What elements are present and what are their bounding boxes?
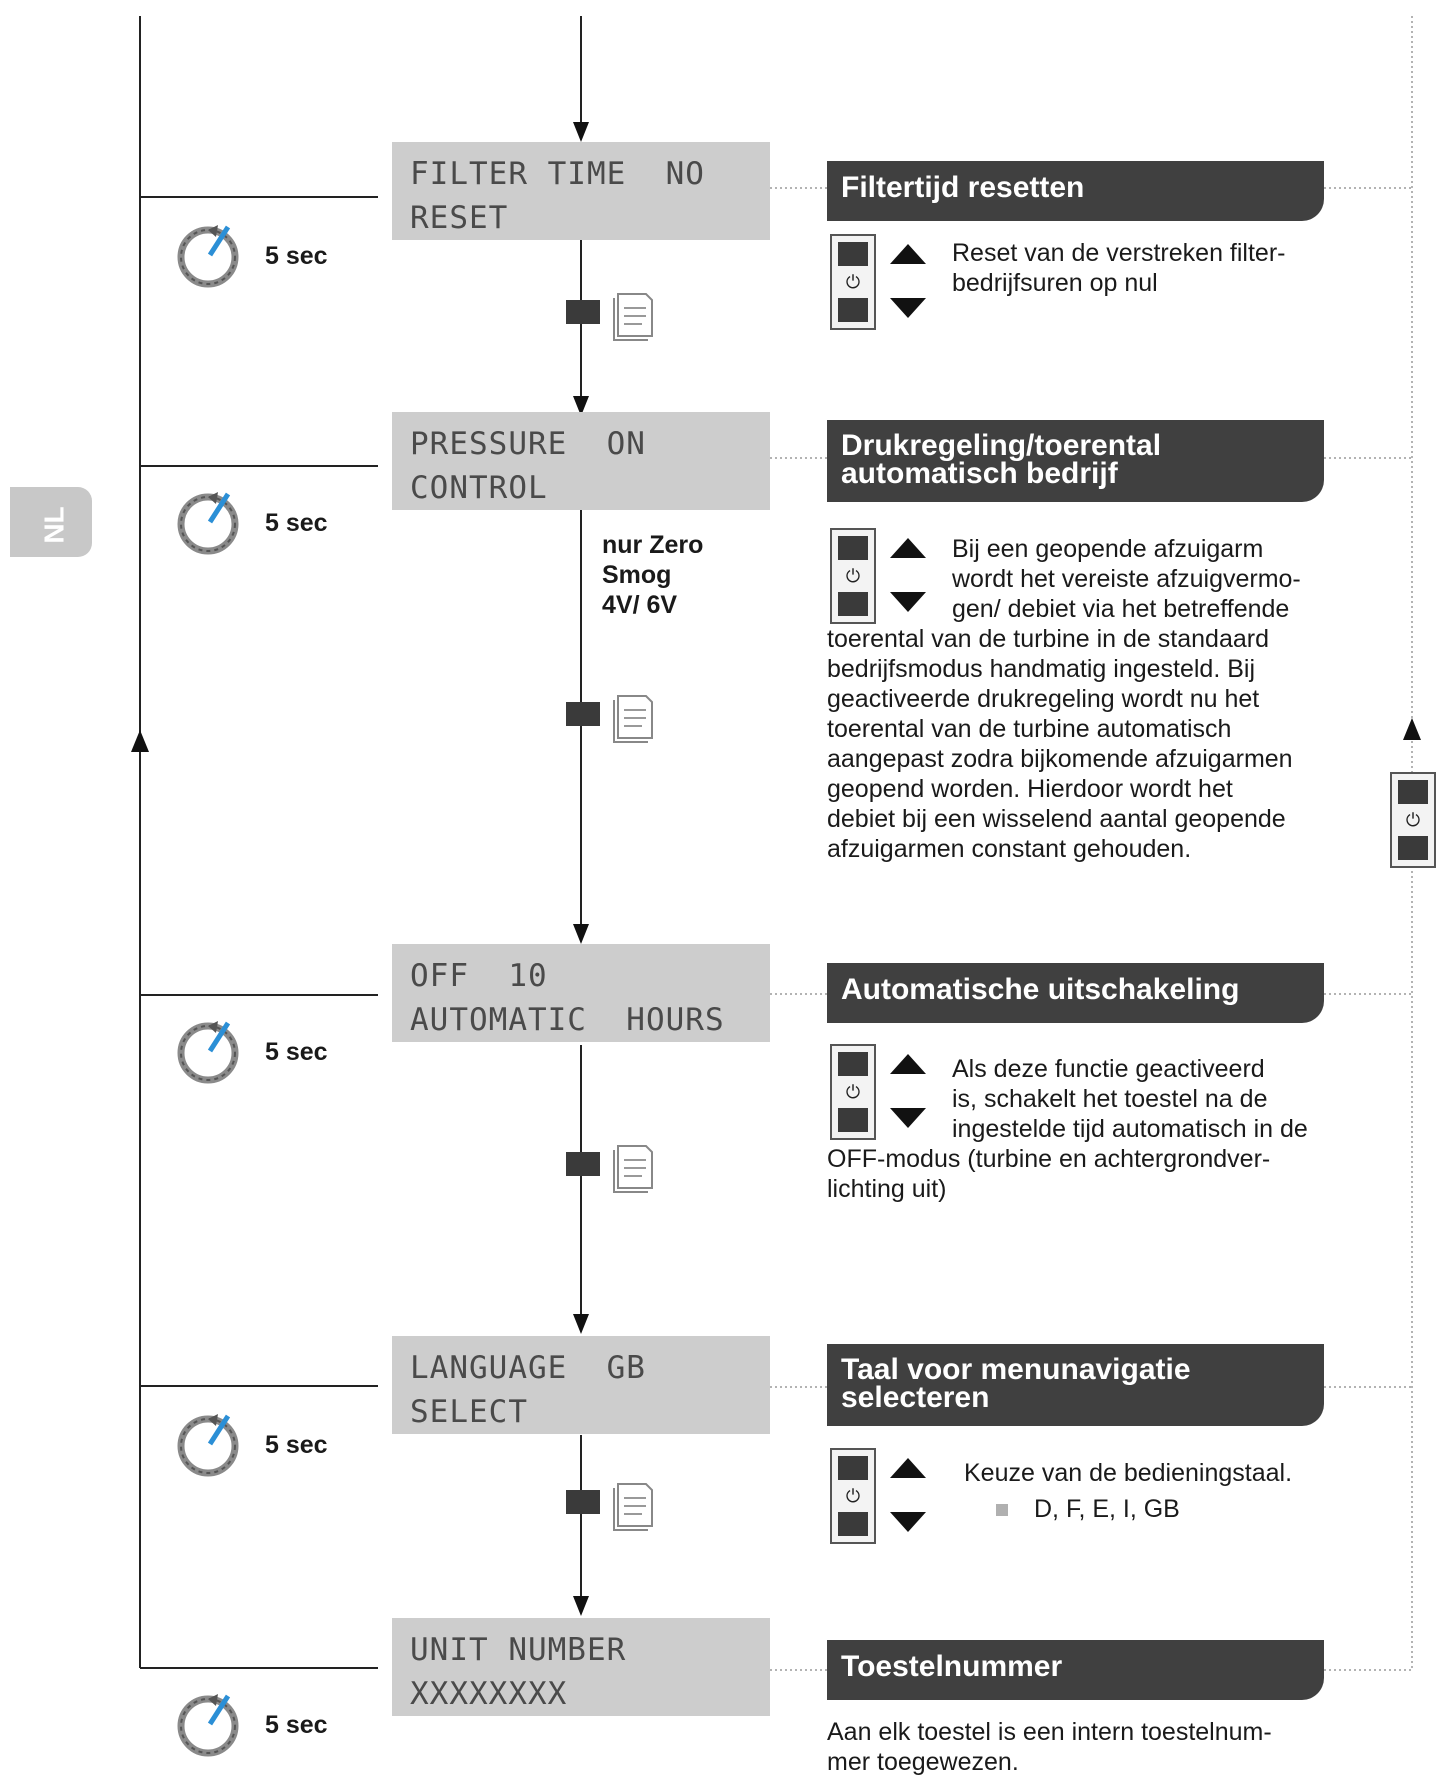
- key-icon: [838, 298, 868, 322]
- mode-key-document-icons: [566, 692, 658, 744]
- lcd-display-pressure: [392, 412, 770, 510]
- right-arrow-up-icon: [1403, 718, 1421, 740]
- lcd-line-2: SELECT: [410, 1394, 528, 1430]
- timer-label: 5 sec: [265, 1431, 328, 1459]
- timer-icon: [174, 1017, 242, 1085]
- description-line: geopend worden. Hierdoor wordt het: [827, 775, 1233, 803]
- description-line: Reset van de verstreken filter-: [952, 239, 1286, 267]
- arrow-down-icon: [890, 592, 926, 612]
- arrow-up-icon: [890, 1458, 926, 1478]
- power-icon: ⏻: [845, 1486, 861, 1506]
- lcd-line-1: UNIT NUMBER: [410, 1632, 627, 1668]
- lcd-line-1: FILTER TIME NO: [410, 156, 705, 192]
- header-line: automatisch bedrijf: [841, 457, 1118, 490]
- lcd-line-2: AUTOMATIC HOURS: [410, 1002, 725, 1038]
- description-line: Bij een geopende afzuigarm: [952, 535, 1264, 563]
- lcd-line-2: RESET: [410, 200, 509, 236]
- key-icon: [1398, 780, 1428, 804]
- arrow-down-icon: [890, 298, 926, 318]
- description-line: Als deze functie geactiveerd: [952, 1055, 1265, 1083]
- key-icon: [1398, 836, 1428, 860]
- timer-label: 5 sec: [265, 509, 328, 537]
- description-line: is, schakelt het toestel na de: [952, 1085, 1268, 1113]
- description-line: toerental van de turbine automatisch: [827, 715, 1232, 743]
- timer-icon: [174, 1410, 242, 1478]
- note-line: Smog: [602, 561, 672, 589]
- key-icon: [838, 1108, 868, 1132]
- description-auto-off-top: [952, 1054, 1308, 1144]
- arrow-down-icon: [890, 1512, 926, 1532]
- description-line: OFF-modus (turbine en achtergrondver-: [827, 1145, 1271, 1173]
- description-line: Aan elk toestel is een intern toestelnum-: [827, 1718, 1272, 1746]
- lcd-line-1: OFF 10: [410, 958, 548, 994]
- description-unit-number: [827, 1717, 1272, 1777]
- description-line: Keuze van de bedieningstaal.: [964, 1459, 1293, 1487]
- description-pressure-control-top: [952, 534, 1301, 624]
- mode-key-document-icons: [566, 290, 658, 342]
- key-icon: [838, 1052, 868, 1076]
- description-pressure-control: [827, 624, 1293, 864]
- language-tab-label: NL: [38, 506, 70, 544]
- description-line: bedrijfsmodus handmatig ingesteld. Bij: [827, 655, 1256, 683]
- description-line: afzuigarmen constant gehouden.: [827, 835, 1192, 863]
- note-line: 4V/ 6V: [602, 591, 678, 619]
- note-line: nur Zero: [602, 531, 704, 559]
- power-icon: ⏻: [845, 272, 861, 292]
- keypad-icon: [830, 1044, 876, 1140]
- description-line: mer toegewezen.: [827, 1748, 1019, 1776]
- arrow-up-icon: [890, 1054, 926, 1074]
- description-line: aangepast zodra bijkomende afzuigarmen: [827, 745, 1293, 773]
- description-auto-off: [827, 1144, 1270, 1204]
- timer-label: 5 sec: [265, 1711, 328, 1739]
- key-icon: [838, 536, 868, 560]
- timer-icon: [174, 488, 242, 556]
- key-icon: [838, 1456, 868, 1480]
- description-line: gen/ debiet via het betreffende: [952, 595, 1290, 623]
- language-side-tab: [10, 487, 92, 557]
- header-line: Automatische uitschakeling: [841, 973, 1240, 1006]
- description-filter-reset: [952, 238, 1285, 298]
- header-line: Drukregeling/toerental: [841, 429, 1162, 462]
- description-line: bedrijfsuren op nul: [952, 269, 1158, 297]
- arrow-up-icon: [890, 244, 926, 264]
- key-icon: [838, 592, 868, 616]
- description-line: wordt het vereiste afzuigvermo-: [952, 565, 1301, 593]
- language-options-line: [996, 1494, 1292, 1524]
- timer-icon: [174, 221, 242, 289]
- section-header-unit-number: [827, 1640, 1324, 1700]
- header-line: Taal voor menunavigatie: [841, 1353, 1191, 1386]
- description-line: lichting uit): [827, 1175, 947, 1203]
- keypad-icon: [830, 234, 876, 330]
- lcd-line-1: LANGUAGE GB: [410, 1350, 646, 1386]
- keypad-icon: [830, 528, 876, 624]
- description-line: debiet bij een wisselend aantal geopende: [827, 805, 1286, 833]
- mode-key-document-icons: [566, 1480, 658, 1532]
- timer-label: 5 sec: [265, 1038, 328, 1066]
- section-header-language: [827, 1344, 1324, 1426]
- lcd-line-2: XXXXXXXX: [410, 1676, 568, 1712]
- header-line: selecteren: [841, 1381, 990, 1414]
- section-header-pressure-control: [827, 420, 1324, 502]
- section-header-filter-reset: [827, 161, 1324, 221]
- timer-label: 5 sec: [265, 242, 328, 270]
- bullet-icon: [996, 1504, 1008, 1516]
- keypad-icon: [830, 1448, 876, 1544]
- header-line: Filtertijd resetten: [841, 171, 1085, 204]
- keypad-icon: [1390, 772, 1436, 868]
- return-arrow-icon: [131, 730, 149, 752]
- power-icon: ⏻: [845, 1082, 861, 1102]
- description-language: [964, 1458, 1292, 1524]
- key-icon: [838, 242, 868, 266]
- lcd-display-language: [392, 1336, 770, 1434]
- key-icon: [838, 1512, 868, 1536]
- language-options: D, F, E, I, GB: [1034, 1495, 1180, 1523]
- lcd-line-2: CONTROL: [410, 470, 548, 506]
- lcd-display-off-automatic: [392, 944, 770, 1042]
- section-header-auto-off: [827, 963, 1324, 1023]
- lcd-display-filter-time: [392, 142, 770, 240]
- arrow-down-icon: [890, 1108, 926, 1128]
- header-line: Toestelnummer: [841, 1650, 1063, 1683]
- power-icon: ⏻: [845, 566, 861, 586]
- timer-icon: [174, 1690, 242, 1758]
- lcd-display-unit-number: [392, 1618, 770, 1716]
- model-note: [602, 530, 703, 620]
- arrow-up-icon: [890, 538, 926, 558]
- lcd-line-1: PRESSURE ON: [410, 426, 646, 462]
- description-line: geactiveerde drukregeling wordt nu het: [827, 685, 1260, 713]
- description-line: toerental van de turbine in de standaard: [827, 625, 1269, 653]
- mode-key-document-icons: [566, 1142, 658, 1194]
- description-line: ingestelde tijd automatisch in de: [952, 1115, 1308, 1143]
- power-icon: ⏻: [1405, 810, 1421, 830]
